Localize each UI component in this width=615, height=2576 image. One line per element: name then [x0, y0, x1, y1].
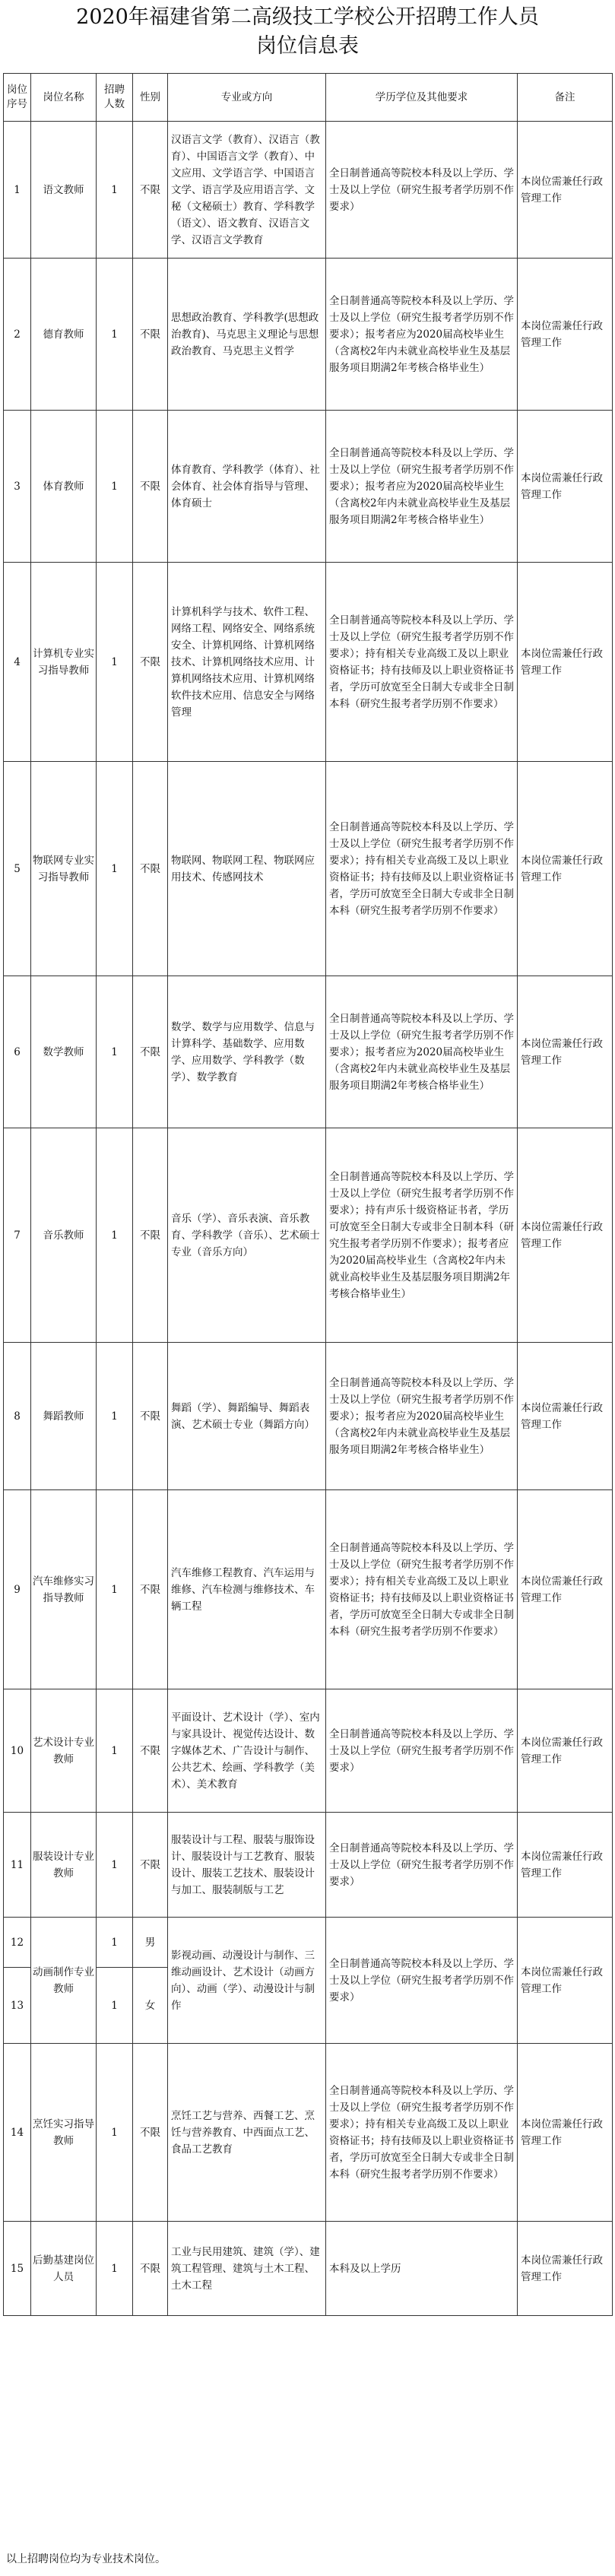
row-note: 本岗位需兼任行政管理工作: [518, 1490, 613, 1689]
row-req: 全日制普通高等院校本科及以上学历、学士及以上学位（研究生报考者学历别不作要求）；持有声乐十级资格证书者，学历可放宽至全日制大专或非全日制本科（研究生报考者学历别不作要求）；报考者应为2020届高校毕业生（含离校2年内未就业高校毕业生及基层服务项目期满2年考核合格毕业生）: [326, 1128, 518, 1343]
row-req: 全日制普通高等院校本科及以上学历、学士及以上学位（研究生报考者学历别不作要求）；报考者应为2020届高校毕业生（含离校2年内未就业高校毕业生及基层服务项目期满2年考核合格毕业生）: [326, 976, 518, 1128]
table-row: [4, 259, 613, 411]
table-header-row: [4, 74, 613, 122]
row-gender: 不限: [133, 1813, 168, 1918]
row-seq: 10: [4, 1689, 31, 1813]
row-major: 服装设计与工程、服装与服饰设计、服装设计与工艺教育、服装设计、服装工艺技术、服装设计与加工、服装制版与工艺: [168, 1813, 326, 1918]
row-count: 1: [97, 411, 133, 563]
row-count: 1: [97, 563, 133, 762]
row-seq: 11: [4, 1813, 31, 1918]
row-req: 全日制普通高等院校本科及以上学历、学士及以上学位（研究生报考者学历别不作要求）；报考者应为2020届高校毕业生（含离校2年内未就业高校毕业生及基层服务项目期满2年考核合格毕业生）: [326, 411, 518, 563]
row-major: 影视动画、动漫设计与制作、三维动画设计、艺术设计（动画方向）、动画（学）、动漫设计与制作: [168, 1918, 326, 2044]
row-gender: 不限: [133, 122, 168, 259]
row-req: 全日制普通高等院校本科及以上学历、学士及以上学位（研究生报考者学历别不作要求）: [326, 1918, 518, 2044]
row-count: 1: [97, 1490, 133, 1689]
table-row: [4, 976, 613, 1128]
row-req: 全日制普通高等院校本科及以上学历、学士及以上学位（研究生报考者学历别不作要求）；持有相关专业高级工及以上职业资格证书；持有技师及以上职业资格证书者，学历可放宽至全日制大专或非全日制本科（研究生报考者学历别不作要求）: [326, 2044, 518, 2222]
row-note: 本岗位需兼任行政管理工作: [518, 122, 613, 259]
table-row: [4, 1343, 613, 1490]
row-req: 全日制普通高等院校本科及以上学历、学士及以上学位（研究生报考者学历别不作要求）: [326, 1813, 518, 1918]
table-row: [4, 1813, 613, 1918]
row-count: 1: [97, 122, 133, 259]
header-major: 专业或方向: [168, 74, 326, 122]
row-seq: 5: [4, 762, 31, 976]
row-gender: 不限: [133, 2044, 168, 2222]
row-name: 数学教师: [31, 976, 97, 1128]
table-row: [4, 563, 613, 762]
row-gender: 不限: [133, 976, 168, 1128]
footer-note: 以上招聘岗位均为专业技术岗位。: [6, 2553, 166, 2565]
row-major: 汽车维修工程教育、汽车运用与维修、汽车检测与维修技术、车辆工程: [168, 1490, 326, 1689]
row-major: [168, 122, 326, 259]
row-name: 汽车维修实习指导教师: [31, 1490, 97, 1689]
row-note: 本岗位需兼任行政管理工作: [518, 762, 613, 976]
row-count: 1: [97, 1343, 133, 1490]
row-gender: 不限: [133, 2222, 168, 2316]
row-req: 全日制普通高等院校本科及以上学历、学士及以上学位（研究生报考者学历别不作要求）: [326, 1689, 518, 1813]
row-count: 1: [97, 762, 133, 976]
row-count: 1: [97, 1813, 133, 1918]
row-name: 物联网专业实习指导教师: [31, 762, 97, 976]
table-row: [4, 1490, 613, 1689]
row-req: 全日制普通高等院校本科及以上学历、学士及以上学位（研究生报考者学历别不作要求）；持有相关专业高级工及以上职业资格证书；持有技师及以上职业资格证书者，学历可放宽至全日制大专或非全日制本科（研究生报考者学历别不作要求）: [326, 1490, 518, 1689]
row-count: 1: [97, 976, 133, 1128]
row-name: 德育教师: [31, 259, 97, 411]
row-name: 后勤基建岗位人员: [31, 2222, 97, 2316]
row-req: 全日制普通高等院校本科及以上学历、学士及以上学位（研究生报考者学历别不作要求）；持有相关专业高级工及以上职业资格证书；持有技师及以上职业资格证书者，学历可放宽至全日制大专或非全日制本科（研究生报考者学历别不作要求）: [326, 762, 518, 976]
row-seq: 1: [4, 122, 31, 259]
row-seq: 9: [4, 1490, 31, 1689]
row-gender: 不限: [133, 259, 168, 411]
row-note: 本岗位需兼任行政管理工作: [518, 1128, 613, 1343]
title-line-2: 岗位信息表: [256, 34, 359, 58]
row-gender: 女: [133, 1968, 168, 2044]
header-gender: 性别: [133, 74, 168, 122]
row-major: 音乐（学）、音乐表演、音乐教育、学科教学（音乐）、艺术硕士专业（音乐方向）: [168, 1128, 326, 1343]
table-row: [4, 2222, 613, 2316]
row-req: 本科及以上学历: [326, 2222, 518, 2316]
row-seq: 15: [4, 2222, 31, 2316]
row-gender: 男: [133, 1918, 168, 1968]
row-name: 音乐教师: [31, 1128, 97, 1343]
row-seq: 3: [4, 411, 31, 563]
row-seq: 14: [4, 2044, 31, 2222]
row-note: 本岗位需兼任行政管理工作: [518, 976, 613, 1128]
row-count: 1: [97, 1918, 133, 1968]
row-seq: 8: [4, 1343, 31, 1490]
row-note: 本岗位需兼任行政管理工作: [518, 563, 613, 762]
row-gender: 不限: [133, 1343, 168, 1490]
row-req: 全日制普通高等院校本科及以上学历、学士及以上学位（研究生报考者学历别不作要求）；持有相关专业高级工及以上职业资格证书；持有技师及以上职业资格证书者，学历可放宽至全日制大专或非全日制本科（研究生报考者学历别不作要求）: [326, 563, 518, 762]
row-note: 本岗位需兼任行政管理工作: [518, 2222, 613, 2316]
table-row: [4, 2044, 613, 2222]
row-note: 本岗位需兼任行政管理工作: [518, 411, 613, 563]
row-name: 动画制作专业教师: [31, 1918, 97, 2044]
row-name: 烹饪实习指导教师: [31, 2044, 97, 2222]
table-row: [4, 1128, 613, 1343]
row-gender: 不限: [133, 762, 168, 976]
row-gender: 不限: [133, 411, 168, 563]
row-major: 思想政治教育、学科教学(思想政治教育)、马克思主义理论与思想政治教育、马克思主义哲学: [168, 259, 326, 411]
page-title: [0, 3, 615, 61]
row-major: 舞蹈（学）、舞蹈编导、舞蹈表演、艺术硕士专业（舞蹈方向）: [168, 1343, 326, 1490]
row-count: 1: [97, 2222, 133, 2316]
table-row: [4, 122, 613, 259]
row-major: 体育教育、学科教学（体育）、社会体育、社会体育指导与管理、体育硕士: [168, 411, 326, 563]
row-count: 1: [97, 1968, 133, 2044]
header-note: 备注: [518, 74, 613, 122]
header-count: 招聘人数: [97, 74, 133, 122]
row-seq: 7: [4, 1128, 31, 1343]
row-major-text: 平面设计、艺术设计（学）、室内与家具设计、视觉传达设计、数字媒体艺术、广告设计与制作、公共艺术、绘画、学科教学（美术）、美术教育: [171, 1711, 320, 1791]
row-count: 1: [97, 259, 133, 411]
row-note: 本岗位需兼任行政管理工作: [518, 1343, 613, 1490]
row-note: 本岗位需兼任行政管理工作: [518, 1689, 613, 1813]
table-row: [4, 1689, 613, 1813]
row-name: 计算机专业实习指导教师: [31, 563, 97, 762]
row-gender: 不限: [133, 1128, 168, 1343]
row-gender: 不限: [133, 563, 168, 762]
row-name: 艺术设计专业教师: [31, 1689, 97, 1813]
title-line-1: 2020年福建省第二高级技工学校公开招聘工作人员: [76, 5, 539, 29]
row-req: 全日制普通高等院校本科及以上学历、学士及以上学位（研究生报考者学历别不作要求）: [326, 122, 518, 259]
row-seq: 12: [4, 1918, 31, 1968]
row-count: 1: [97, 1128, 133, 1343]
row-major-text: 计算机科学与技术、软件工程、网络工程、网络安全、网络系统安全、计算机网络、计算机网络技术、计算机网络技术应用、计算机网络技术应用、计算机网络软件技术应用、信息安全与网络管理: [171, 605, 315, 719]
row-count: 1: [97, 1689, 133, 1813]
row-count: 1: [97, 2044, 133, 2222]
row-major: 物联网、物联网工程、物联网应用技术、传感网技术: [168, 762, 326, 976]
header-name: 岗位名称: [31, 74, 97, 122]
row-req: 全日制普通高等院校本科及以上学历、学士及以上学位（研究生报考者学历别不作要求）；报考者应为2020届高校毕业生（含离校2年内未就业高校毕业生及基层服务项目期满2年考核合格毕业生）: [326, 1343, 518, 1490]
row-note: 本岗位需兼任行政管理工作: [518, 259, 613, 411]
row-major: 数学、数学与应用数学、信息与计算科学、基础数学、应用数学、应用数学、学科教学（数学）、数学教育: [168, 976, 326, 1128]
row-seq: 4: [4, 563, 31, 762]
row-req: 全日制普通高等院校本科及以上学历、学士及以上学位（研究生报考者学历别不作要求）；报考者应为2020届高校毕业生（含离校2年内未就业高校毕业生及基层服务项目期满2年考核合格毕业生）: [326, 259, 518, 411]
row-name: 语文教师: [31, 122, 97, 259]
row-gender: 不限: [133, 1689, 168, 1813]
row-seq: 2: [4, 259, 31, 411]
row-note: 本岗位需兼任行政管理工作: [518, 1918, 613, 2044]
row-seq: 13: [4, 1968, 31, 2044]
row-note: 本岗位需兼任行政管理工作: [518, 2044, 613, 2222]
row-name: 体育教师: [31, 411, 97, 563]
table-row: [4, 411, 613, 563]
table-row: [4, 762, 613, 976]
row-gender: 不限: [133, 1490, 168, 1689]
table-row: [4, 1918, 613, 1968]
row-major: 工业与民用建筑、建筑（学）、建筑工程管理、建筑与土木工程、土木工程: [168, 2222, 326, 2316]
job-table: [3, 73, 613, 2316]
row-seq: 6: [4, 976, 31, 1128]
row-name: 服装设计专业教师: [31, 1813, 97, 1918]
header-seq: 岗位序号: [4, 74, 31, 122]
row-major: [168, 563, 326, 762]
row-name: 舞蹈教师: [31, 1343, 97, 1490]
row-major-text: 汉语言文学（教育）、汉语言（教育）、中国语言文学（教育）、中文应用、文学语言学、中国语言文学、语言学及应用语言学、文秘（文秘硕士）教育、学科教学（语文）、语文教育、汉语言文学、汉语言文学教育: [171, 133, 320, 246]
row-note: 本岗位需兼任行政管理工作: [518, 1813, 613, 1918]
row-major: 烹饪工艺与营养、西餐工艺、烹饪与营养教育、中西面点工艺、食品工艺教育: [168, 2044, 326, 2222]
header-req: 学历学位及其他要求: [326, 74, 518, 122]
row-major: [168, 1689, 326, 1813]
